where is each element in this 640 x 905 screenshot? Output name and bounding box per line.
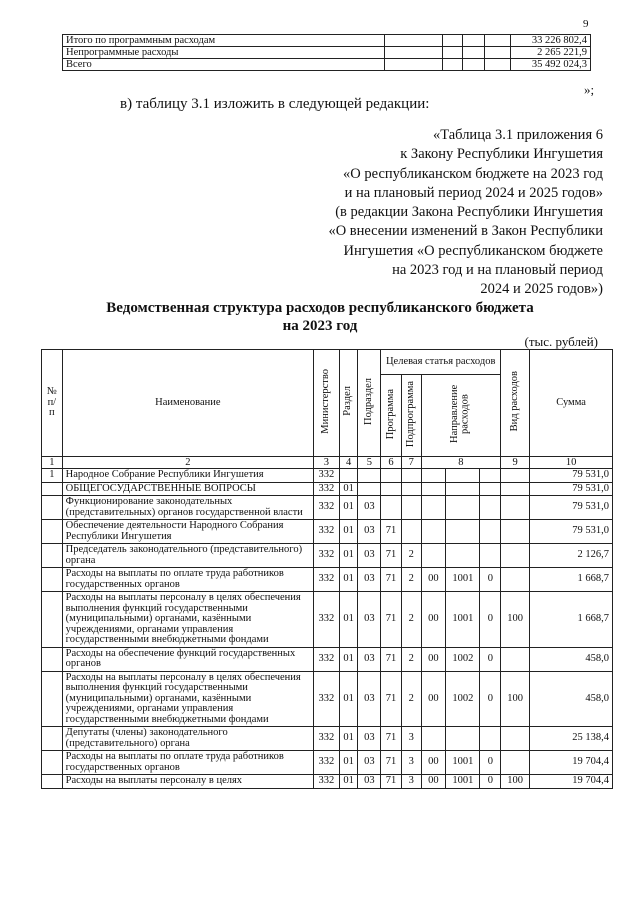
document-title-line2: на 2023 год <box>282 318 358 334</box>
column-index-cell: 2 <box>62 457 313 469</box>
column-index-cell: 9 <box>501 457 530 469</box>
row-name: Депутаты (члены) законодательного (представительного) органа <box>62 727 313 751</box>
column-index-cell: 7 <box>401 457 421 469</box>
row-subprogram: 3 <box>401 775 421 789</box>
row-section <box>339 469 358 483</box>
row-ministry: 332 <box>314 544 340 568</box>
row-number <box>42 544 63 568</box>
row-name: Народное Собрание Республики Ингушетия <box>62 469 313 483</box>
totals-empty-cell <box>485 59 511 71</box>
row-number <box>42 751 63 775</box>
row-section: 01 <box>339 671 358 727</box>
row-subsection: 03 <box>358 775 381 789</box>
totals-table <box>62 34 591 71</box>
row-direction-c: 0 <box>480 751 501 775</box>
table-row <box>42 568 613 592</box>
row-number <box>42 727 63 751</box>
row-direction-c: 0 <box>480 775 501 789</box>
row-sum: 19 704,4 <box>530 775 613 789</box>
totals-empty-cell <box>385 59 443 71</box>
row-expense-type: 100 <box>501 671 530 727</box>
row-program: 71 <box>381 647 402 671</box>
row-direction-b <box>446 469 480 483</box>
row-subsection: 03 <box>358 751 381 775</box>
row-sum: 1 668,7 <box>530 592 613 648</box>
row-name: Расходы на выплаты персоналу в целях <box>62 775 313 789</box>
row-program: 71 <box>381 775 402 789</box>
units-label: (тыс. рублей) <box>524 334 598 349</box>
row-direction-a <box>421 469 446 483</box>
row-number <box>42 647 63 671</box>
row-direction-b <box>446 544 480 568</box>
totals-label: Непрограммные расходы <box>63 47 385 59</box>
header-expense-type: Вид расходов <box>501 350 530 457</box>
row-ministry: 332 <box>314 568 340 592</box>
row-section: 01 <box>339 775 358 789</box>
header-subsection: Подраздел <box>358 350 381 457</box>
totals-empty-cell <box>443 35 463 47</box>
reference-line: и на плановый период 2024 и 2025 годов» <box>344 184 603 201</box>
row-sum: 2 126,7 <box>530 544 613 568</box>
row-direction-c <box>480 727 501 751</box>
column-index-cell: 5 <box>358 457 381 469</box>
totals-empty-cell <box>463 35 485 47</box>
table-row <box>42 544 613 568</box>
row-program <box>381 482 402 496</box>
header-subprogram: Подпрограмма <box>401 375 421 457</box>
row-subprogram <box>401 496 421 520</box>
row-direction-c: 0 <box>480 671 501 727</box>
row-section: 01 <box>339 568 358 592</box>
row-expense-type <box>501 647 530 671</box>
row-name: Функционирование законодательных (представительных) органов государственной власти <box>62 496 313 520</box>
row-subprogram <box>401 520 421 544</box>
row-ministry: 332 <box>314 751 340 775</box>
totals-value: 35 492 024,3 <box>511 59 591 71</box>
row-direction-a <box>421 496 446 520</box>
row-name: Расходы на выплаты персоналу в целях обеспечения выполнения функций государственными (муниципальными) органами, казёнными учреждениями, органами управления государственными внебюджетными фондами <box>62 592 313 648</box>
header-program: Программа <box>381 375 402 457</box>
row-sum: 79 531,0 <box>530 496 613 520</box>
reference-line: Ингушетия «О республиканском бюджете <box>343 242 603 259</box>
totals-value: 2 265 221,9 <box>511 47 591 59</box>
row-direction-a: 00 <box>421 568 446 592</box>
row-subprogram: 2 <box>401 592 421 648</box>
reference-line: «О внесении изменений в Закон Республики <box>328 223 603 240</box>
row-name: Председатель законодательного (представительного) органа <box>62 544 313 568</box>
row-direction-a <box>421 520 446 544</box>
row-expense-type: 100 <box>501 592 530 648</box>
row-ministry: 332 <box>314 727 340 751</box>
row-direction-b: 1002 <box>446 647 480 671</box>
table-row <box>42 775 613 789</box>
row-ministry: 332 <box>314 482 340 496</box>
reference-line: «Таблица 3.1 приложения 6 <box>433 127 603 143</box>
totals-empty-cell <box>443 47 463 59</box>
row-number <box>42 671 63 727</box>
row-direction-b <box>446 496 480 520</box>
row-expense-type: 100 <box>501 775 530 789</box>
row-ministry: 332 <box>314 775 340 789</box>
row-subprogram: 2 <box>401 568 421 592</box>
row-subprogram: 2 <box>401 544 421 568</box>
totals-empty-cell <box>385 47 443 59</box>
column-index-cell: 8 <box>421 457 501 469</box>
row-name: ОБЩЕГОСУДАРСТВЕННЫЕ ВОПРОСЫ <box>62 482 313 496</box>
reference-line: 2024 и 2025 годов») <box>480 281 603 298</box>
row-direction-a <box>421 727 446 751</box>
row-subprogram <box>401 469 421 483</box>
row-number <box>42 496 63 520</box>
row-ministry: 332 <box>314 469 340 483</box>
row-section: 01 <box>339 751 358 775</box>
row-direction-a <box>421 482 446 496</box>
row-ministry: 332 <box>314 647 340 671</box>
row-direction-b <box>446 727 480 751</box>
expense-structure-table <box>41 349 613 789</box>
row-program: 71 <box>381 544 402 568</box>
totals-empty-cell <box>485 35 511 47</box>
row-section: 01 <box>339 544 358 568</box>
reference-line: на 2023 год и на плановый период <box>392 262 603 279</box>
row-direction-c <box>480 469 501 483</box>
row-sum: 1 668,7 <box>530 568 613 592</box>
row-section: 01 <box>339 520 358 544</box>
totals-value: 33 226 802,4 <box>511 35 591 47</box>
totals-empty-cell <box>463 59 485 71</box>
row-section: 01 <box>339 592 358 648</box>
table-reference-block <box>328 126 603 300</box>
table-row <box>42 496 613 520</box>
row-subsection: 03 <box>358 544 381 568</box>
column-index-cell: 3 <box>314 457 340 469</box>
row-subprogram: 2 <box>401 671 421 727</box>
row-subsection <box>358 469 381 483</box>
row-ministry: 332 <box>314 592 340 648</box>
totals-label: Всего <box>63 59 385 71</box>
header-row-top <box>42 350 613 375</box>
row-section: 01 <box>339 647 358 671</box>
table-row <box>42 671 613 727</box>
row-direction-c: 0 <box>480 592 501 648</box>
row-program <box>381 469 402 483</box>
row-direction-c <box>480 520 501 544</box>
row-direction-b <box>446 482 480 496</box>
totals-row <box>63 47 591 59</box>
row-expense-type <box>501 482 530 496</box>
table-row <box>42 647 613 671</box>
row-ministry: 332 <box>314 496 340 520</box>
row-direction-c <box>480 482 501 496</box>
row-number: 1 <box>42 469 63 483</box>
reference-line: (в редакции Закона Республики Ингушетия <box>335 204 603 221</box>
header-ministry: Министерство <box>314 350 340 457</box>
closing-quote: »; <box>584 82 595 97</box>
column-index-row <box>42 457 613 469</box>
row-sum: 79 531,0 <box>530 469 613 483</box>
row-program: 71 <box>381 727 402 751</box>
row-subprogram: 2 <box>401 647 421 671</box>
row-program: 71 <box>381 520 402 544</box>
row-sum: 79 531,0 <box>530 482 613 496</box>
row-name: Расходы на выплаты по оплате труда работников государственных органов <box>62 751 313 775</box>
row-direction-a <box>421 544 446 568</box>
table-row <box>42 727 613 751</box>
document-title-line1: Ведомственная структура расходов республиканского бюджета <box>106 300 534 316</box>
row-sum: 79 531,0 <box>530 520 613 544</box>
row-number <box>42 568 63 592</box>
row-direction-b: 1001 <box>446 775 480 789</box>
totals-row <box>63 35 591 47</box>
row-sum: 458,0 <box>530 647 613 671</box>
row-program: 71 <box>381 671 402 727</box>
row-section: 01 <box>339 727 358 751</box>
table-row <box>42 592 613 648</box>
row-expense-type <box>501 751 530 775</box>
row-number <box>42 520 63 544</box>
row-direction-b: 1001 <box>446 568 480 592</box>
row-subprogram: 3 <box>401 751 421 775</box>
row-subsection: 03 <box>358 727 381 751</box>
table-row <box>42 751 613 775</box>
column-index-cell: 10 <box>530 457 613 469</box>
row-direction-b: 1002 <box>446 671 480 727</box>
totals-empty-cell <box>385 35 443 47</box>
row-expense-type <box>501 544 530 568</box>
row-name: Обеспечение деятельности Народного Собрания Республики Ингушетия <box>62 520 313 544</box>
row-ministry: 332 <box>314 520 340 544</box>
header-name: Наименование <box>62 350 313 457</box>
header-section: Раздел <box>339 350 358 457</box>
reference-line: «О республиканском бюджете на 2023 год <box>343 165 603 182</box>
totals-empty-cell <box>443 59 463 71</box>
row-direction-b: 1001 <box>446 751 480 775</box>
row-number <box>42 482 63 496</box>
row-subsection: 03 <box>358 520 381 544</box>
column-index-cell: 1 <box>42 457 63 469</box>
row-expense-type <box>501 727 530 751</box>
row-sum: 19 704,4 <box>530 751 613 775</box>
row-name: Расходы на обеспечение функций государственных органов <box>62 647 313 671</box>
row-direction-c <box>480 544 501 568</box>
header-target-article: Целевая статья расходов <box>381 350 501 375</box>
row-expense-type <box>501 496 530 520</box>
table-row <box>42 520 613 544</box>
row-subprogram <box>401 482 421 496</box>
row-subsection: 03 <box>358 671 381 727</box>
row-expense-type <box>501 568 530 592</box>
totals-label: Итого по программным расходам <box>63 35 385 47</box>
row-direction-c: 0 <box>480 568 501 592</box>
row-subprogram: 3 <box>401 727 421 751</box>
reference-line: к Закону Республики Ингушетия <box>400 146 603 163</box>
row-name: Расходы на выплаты персоналу в целях обеспечения выполнения функций государственными (муниципальными) органами, казёнными учреждениями, органами управления государственными внебюджетными фондами <box>62 671 313 727</box>
row-direction-a: 00 <box>421 775 446 789</box>
row-expense-type <box>501 469 530 483</box>
row-ministry: 332 <box>314 671 340 727</box>
row-subsection: 03 <box>358 496 381 520</box>
header-num: № п/ п <box>42 350 63 457</box>
row-direction-a: 00 <box>421 671 446 727</box>
row-number <box>42 592 63 648</box>
row-name: Расходы на выплаты по оплате труда работников государственных органов <box>62 568 313 592</box>
column-index-cell: 6 <box>381 457 402 469</box>
row-expense-type <box>501 520 530 544</box>
totals-empty-cell <box>485 47 511 59</box>
row-direction-a: 00 <box>421 647 446 671</box>
totals-row <box>63 59 591 71</box>
row-direction-b <box>446 520 480 544</box>
row-sum: 25 138,4 <box>530 727 613 751</box>
row-direction-b: 1001 <box>446 592 480 648</box>
row-program <box>381 496 402 520</box>
header-sum: Сумма <box>530 350 613 457</box>
row-section: 01 <box>339 482 358 496</box>
header-direction: Направление расходов <box>421 375 501 457</box>
row-subsection: 03 <box>358 592 381 648</box>
totals-empty-cell <box>463 47 485 59</box>
row-program: 71 <box>381 592 402 648</box>
page-number: 9 <box>583 18 589 30</box>
table-row <box>42 482 613 496</box>
row-section: 01 <box>339 496 358 520</box>
row-direction-c <box>480 496 501 520</box>
row-program: 71 <box>381 751 402 775</box>
intro-text: в) таблицу 3.1 изложить в следующей редакции: <box>120 96 430 112</box>
table-row <box>42 469 613 483</box>
row-subsection: 03 <box>358 647 381 671</box>
row-sum: 458,0 <box>530 671 613 727</box>
row-program: 71 <box>381 568 402 592</box>
row-subsection: 03 <box>358 568 381 592</box>
row-number <box>42 775 63 789</box>
row-subsection <box>358 482 381 496</box>
row-direction-a: 00 <box>421 592 446 648</box>
column-index-cell: 4 <box>339 457 358 469</box>
row-direction-a: 00 <box>421 751 446 775</box>
row-direction-c: 0 <box>480 647 501 671</box>
